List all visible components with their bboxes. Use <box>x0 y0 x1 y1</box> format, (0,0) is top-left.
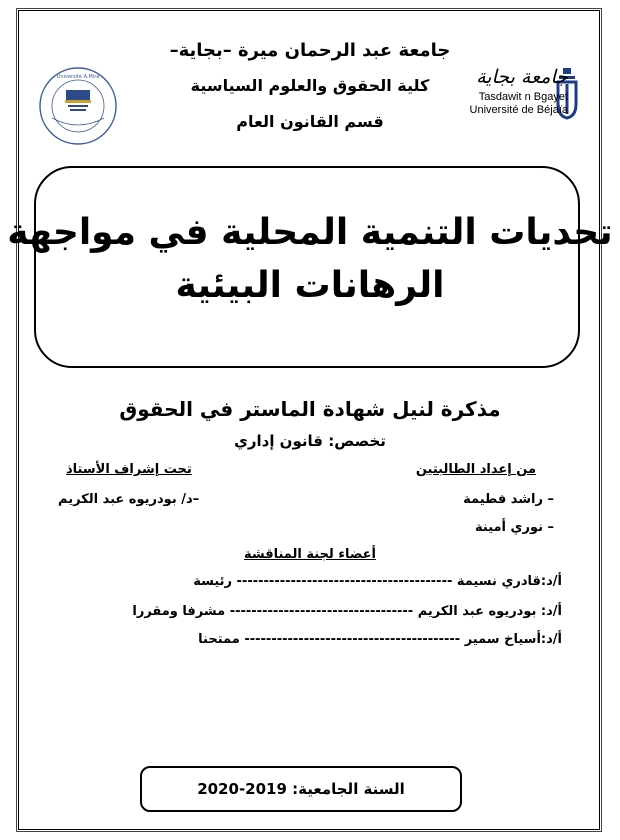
jury-dash-leader: ---------------------------------- <box>229 604 414 619</box>
jury-member-row <box>52 604 562 619</box>
university-name: جامعة عبد الرحمان ميرة –بجاية– <box>169 40 451 61</box>
jury-member-name: أ/د: بودريوه عبد الكريم <box>417 604 562 619</box>
student-name: – راشد فطيمة <box>463 492 554 507</box>
jury-dash-leader: ---------------------------------------- <box>244 632 461 647</box>
jury-member-role: رئيسة <box>193 574 233 589</box>
jury-dash-leader: ---------------------------------------- <box>236 574 453 589</box>
students-heading: من إعداد الطالبتين <box>415 462 536 477</box>
logo-kabyle-name: Tasdawit n Bgayet <box>478 91 568 103</box>
faculty-name: كلية الحقوق والعلوم السياسية <box>190 76 430 95</box>
jury-member-row <box>52 632 562 647</box>
jury-heading: أعضاء لجنة المناقشة <box>243 547 377 562</box>
specialty: تخصص: قانون إداري <box>234 432 386 450</box>
thesis-title-line1: تحديات التنمية المحلية في مواجهة <box>7 212 613 253</box>
jury-member-role: ممتحنا <box>198 632 240 647</box>
logo-arabic-name: جامعة بجاية <box>476 66 568 88</box>
jury-member-name: أ/د:أسياخ سمير <box>464 632 562 647</box>
jury-member-role: مشرفا ومقررا <box>132 604 226 619</box>
student-name: – نوري أمينة <box>475 520 554 535</box>
svg-text:Université A.Mira: Université A.Mira <box>56 74 100 80</box>
logo-french-name: Université de Béjaïa <box>469 104 568 116</box>
thesis-title-line2: الرهانات البيئية <box>175 265 445 306</box>
department-name: قسم القانون العام <box>236 112 384 131</box>
supervisor-heading: تحت إشراف الأستاذ <box>66 462 192 477</box>
supervisor-name: –د/ بودريوه عبد الكريم <box>58 492 200 507</box>
jury-member-name: أ/د:قادري نسيمة <box>456 574 562 589</box>
memo-purpose: مذكرة لنيل شهادة الماستر في الحقوق <box>119 397 501 421</box>
academic-year: السنة الجامعية: 2019-2020 <box>197 780 405 798</box>
jury-member-row <box>52 574 562 589</box>
